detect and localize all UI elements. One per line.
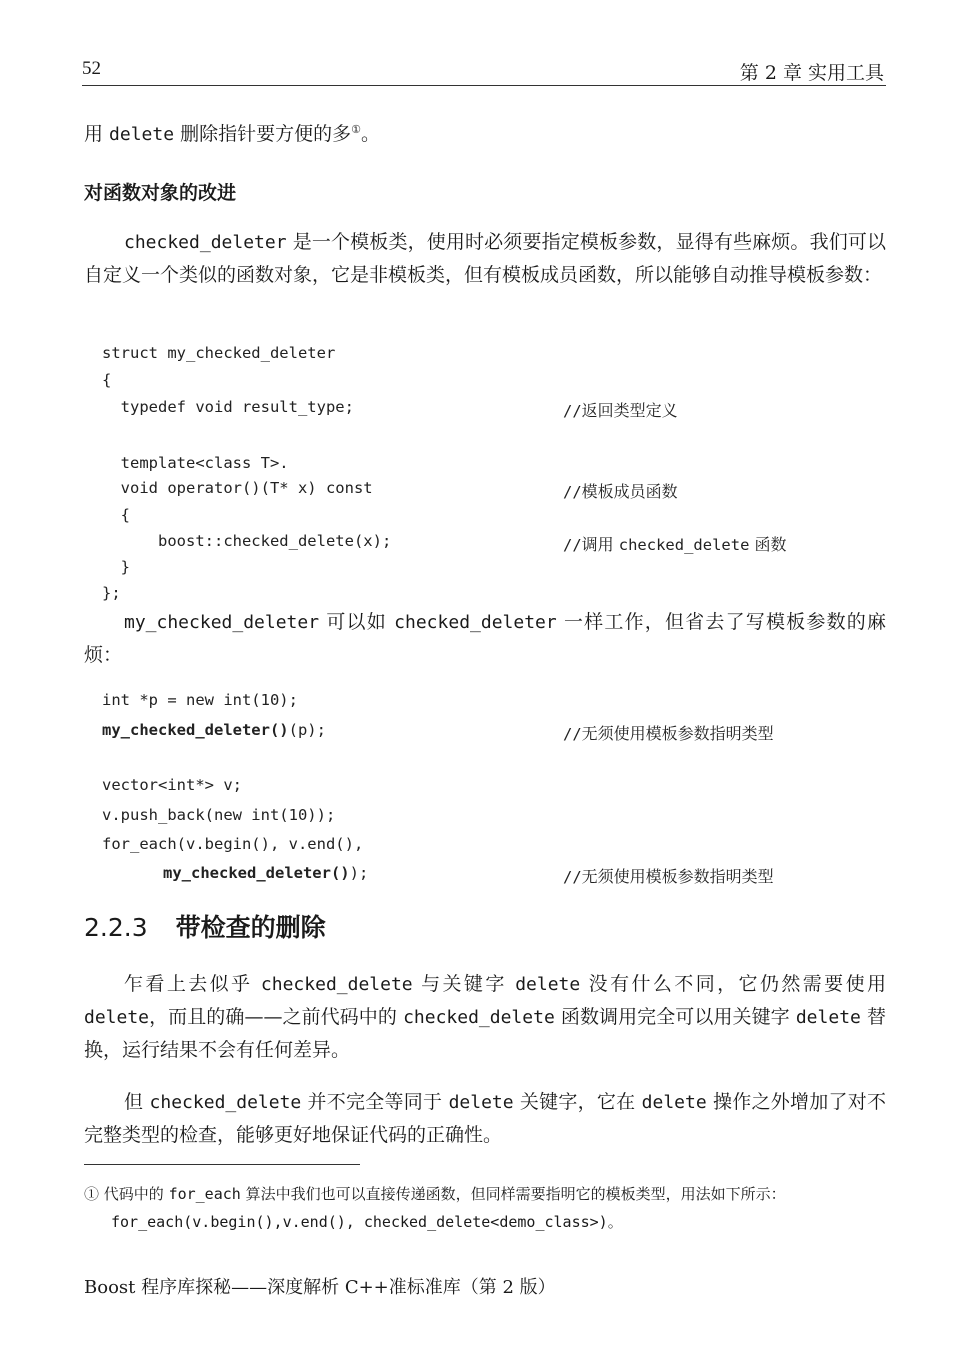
code-line: }; [102,584,121,602]
intro-code: delete [109,124,175,145]
para1-code: checked_deleter [124,232,287,253]
section-title: 带检查的删除 [175,913,326,942]
footnote-reference[interactable]: ① [351,123,361,136]
code-line: } [102,558,130,576]
code-comment: //返回类型定义 [563,401,678,420]
code-comment: //模板成员函数 [563,482,678,501]
code-line: int *p = new int(10); [102,691,298,709]
code-line: for_each(v.begin(), v.end(), [102,835,364,853]
intro-paragraph [84,113,886,151]
intro-text-2: 删除指针要方便的多 [174,123,352,145]
bold-call: my_checked_deleter() [102,721,289,739]
paragraph-4: 但 checked_delete 并不完全等同于 delete 关键字，它在 delete 操作之外增加了对不完整类型的检查，能够更好地保证代码的正确性。 [84,1091,886,1146]
bold-call: my_checked_deleter() [163,864,350,882]
footnote-mark: ① [84,1185,100,1203]
code-line: void operator()(T* x) const [102,479,373,497]
footnote [84,1180,884,1236]
para1-text: 是一个模板类，使用时必须要指定模板参数，显得有些麻烦。我们可以自定义一个类似的函数对象，它是非模板类，但有模板成员函数，所以能够自动推导模板参数： [84,231,886,286]
intro-end: 。 [361,123,381,145]
paragraph-3: 乍看上去似乎 checked_delete 与关键字 delete 没有什么不同，它仍然需要使用 delete，而且的确——之前代码中的 checked_delete 函数调用完全可以用关键字 delete 替换，运行结果不会有任何差异。 [84,973,886,1061]
code-line: struct my_checked_deleter [102,344,336,362]
para2-text-2: 一样工作，但省去了写模板参数的麻烦： [84,611,886,666]
code-comment: //调用 checked_delete 函数 [563,535,787,554]
footnote-code: for_each(v.begin(),v.end(), checked_delete<demo_class>)。 [111,1213,623,1231]
code-line: typedef void result_type; [102,398,354,416]
header-rule [82,85,886,86]
para2-code-1: my_checked_deleter [124,612,320,633]
intro-text: 用 [84,123,110,145]
page-number: 52 [82,58,101,79]
code-line: vector<int*> v; [102,776,242,794]
section-heading [84,908,326,944]
subheading: 对函数对象的改进 [84,182,237,204]
footnote-rule [84,1164,360,1165]
code-comment: //无须使用模板参数指明类型 [563,724,774,743]
section-number: 2.2.3 [84,913,148,942]
code-line: my_checked_deleter()(p); [102,721,326,739]
book-title-footer: Boost 程序库探秘——深度解析 C++准标准库（第 2 版） [84,1277,556,1298]
para2-text-1: 可以如 [319,611,395,633]
para2-code-2: checked_deleter [394,612,557,633]
code-line: { [102,371,112,389]
code-line: template<class T>. [102,454,289,472]
paragraph-1 [84,226,886,292]
paragraph-2 [84,606,886,672]
code-line: v.push_back(new int(10)); [102,806,336,824]
code-line: { [102,506,130,524]
chapter-running-head: 第 2 章 实用工具 [739,62,884,84]
footnote-text: ① 代码中的 for_each 算法中我们也可以直接传递函数，但同样需要指明它的模板类型，用法如下所示： [84,1185,786,1203]
code-line: my_checked_deleter()); [163,864,369,882]
code-comment: //无须使用模板参数指明类型 [563,867,774,886]
code-line: boost::checked_delete(x); [102,532,392,550]
